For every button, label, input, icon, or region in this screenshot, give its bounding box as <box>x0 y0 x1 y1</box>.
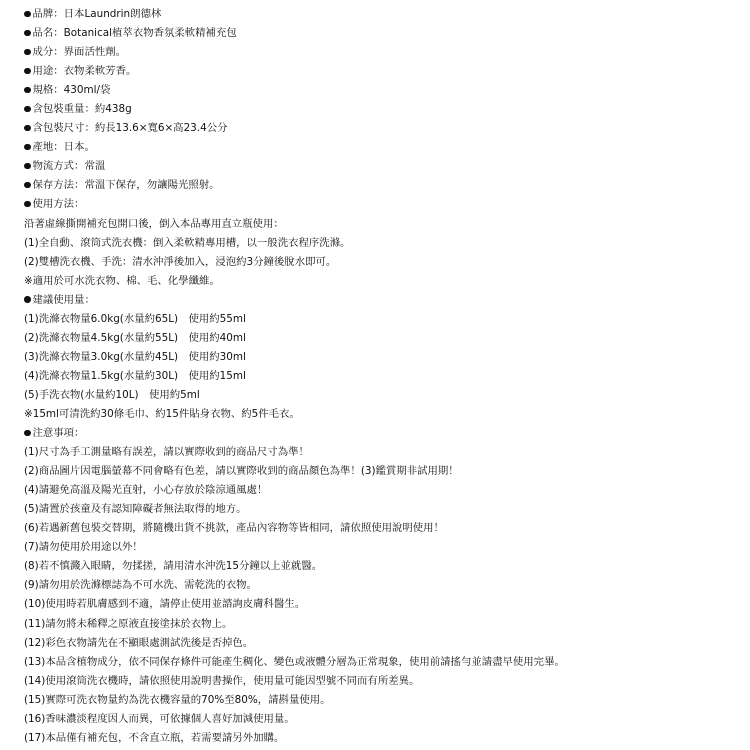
line-text: 注意事項： <box>32 427 85 440</box>
line-text: (14)使用滾筒洗衣機時，請依照使用說明書操作，使用量可能因型號不同而有所差異。 <box>24 674 420 687</box>
line-text: (1)全自動、滾筒式洗衣機：倒入柔軟精專用槽，以一般洗衣程序洗滌。 <box>24 236 351 249</box>
line-text: (5)手洗衣物(水量約10L) 使用約5ml <box>24 388 200 401</box>
bullet-dot-icon <box>24 182 31 189</box>
text-line <box>24 557 739 576</box>
text-line <box>24 481 739 500</box>
text-line <box>24 538 739 557</box>
bullet-line <box>24 291 739 310</box>
line-text: (7)請勿使用於用途以外！ <box>24 541 143 554</box>
text-line <box>24 234 739 253</box>
line-text: (16)香味濃淡程度因人而異，可依據個人喜好加減使用量。 <box>24 712 295 725</box>
line-text: 沿著虛線撕開補充包開口後，倒入本品專用直立瓶使用： <box>24 217 284 230</box>
text-line <box>24 462 739 481</box>
line-text: (4)洗滌衣物量1.5kg(水量約30L) 使用約15ml <box>24 369 246 382</box>
text-line <box>24 500 739 519</box>
bullet-line <box>24 119 739 138</box>
line-text: (2)洗滌衣物量4.5kg(水量約55L) 使用約40ml <box>24 331 246 344</box>
line-text: (1)洗滌衣物量6.0kg(水量約65L) 使用約55ml <box>24 312 246 325</box>
text-line <box>24 653 739 672</box>
line-text: (4)請避免高溫及陽光直射，小心存放於陰涼通風處！ <box>24 484 268 497</box>
text-line <box>24 634 739 653</box>
bullet-line <box>24 195 739 214</box>
line-text: (11)請勿將未稀釋之原液直接塗抹於衣物上。 <box>24 617 233 630</box>
line-text: 產地：日本。 <box>32 141 95 154</box>
line-text: (10)使用時若肌膚感到不適，請停止使用並諮詢皮膚科醫生。 <box>24 598 306 611</box>
line-text: 規格：430ml/袋 <box>32 84 111 97</box>
text-line <box>24 272 739 291</box>
bullet-line <box>24 157 739 176</box>
text-line <box>24 672 739 691</box>
line-text: 建議使用量： <box>32 293 95 306</box>
line-text: ※適用於可水洗衣物、棉、毛、化學纖維。 <box>24 274 220 287</box>
line-text: 用途：衣物柔軟芳香。 <box>32 65 137 78</box>
line-text: 成分：界面活性劑。 <box>32 46 127 59</box>
text-line <box>24 710 739 729</box>
bullet-line <box>24 424 739 443</box>
line-text: 含包裝重量：約438g <box>32 103 132 116</box>
line-text: 保存方法：常溫下保存，勿讓陽光照射。 <box>32 179 220 192</box>
line-text: 物流方式：常溫 <box>32 160 106 173</box>
text-line <box>24 729 739 748</box>
bullet-dot-icon <box>24 430 31 437</box>
line-text: (12)彩色衣物請先在不顯眼處測試洗後是否掉色。 <box>24 636 254 649</box>
bullet-dot-icon <box>24 30 31 37</box>
text-line <box>24 443 739 462</box>
line-text: (3)洗滌衣物量3.0kg(水量約45L) 使用約30ml <box>24 350 246 363</box>
bullet-dot-icon <box>24 87 31 94</box>
text-line <box>24 329 739 348</box>
line-text: (15)實際可洗衣物量約為洗衣機容量的70%至80%，請斟量使用。 <box>24 693 331 706</box>
line-text: (8)若不慎濺入眼睛，勿揉搓，請用清水沖洗15分鐘以上並就醫。 <box>24 560 323 573</box>
line-text: (2)商品圖片因電腦螢幕不同會略有色差，請以實際收到的商品顏色為準！(3)鑑賞期非試用期！ <box>24 465 459 478</box>
bullet-dot-icon <box>24 68 31 75</box>
bullet-dot-icon <box>24 296 31 303</box>
bullet-line <box>24 5 739 24</box>
bullet-line <box>24 81 739 100</box>
text-line <box>24 386 739 405</box>
line-text: (9)請勿用於洗滌標誌為不可水洗、需乾洗的衣物。 <box>24 579 257 592</box>
line-text: (1)尺寸為手工測量略有誤差，請以實際收到的商品尺寸為準！ <box>24 446 309 459</box>
text-line <box>24 615 739 634</box>
line-text: 品名：Botanical植萃衣物香氛柔軟精補充包 <box>32 27 237 40</box>
bullet-dot-icon <box>24 163 31 170</box>
product-info-document <box>24 5 739 748</box>
bullet-line <box>24 100 739 119</box>
text-line <box>24 519 739 538</box>
line-text: 品牌：日本Laundrin朗德林 <box>32 8 162 20</box>
text-line <box>24 405 739 424</box>
text-line <box>24 215 739 234</box>
bullet-line <box>24 62 739 81</box>
bullet-dot-icon <box>24 201 31 208</box>
line-text: (5)請置於孩童及有認知障礙者無法取得的地方。 <box>24 503 247 516</box>
line-text: 含包裝尺寸：約長13.6×寬6×高23.4公分 <box>32 122 228 135</box>
bullet-line <box>24 24 739 43</box>
line-text: (17)本品僅有補充包，不含直立瓶，若需要請另外加購。 <box>24 731 285 744</box>
bullet-line <box>24 176 739 195</box>
line-text: (6)若遇新舊包裝交替期，將隨機出貨不挑款，產品內容物等皆相同，請依照使用說明使用！ <box>24 522 444 535</box>
text-line <box>24 576 739 595</box>
text-line <box>24 310 739 329</box>
text-line <box>24 253 739 272</box>
line-text: (2)雙槽洗衣機、手洗：清水沖淨後加入，浸泡約3分鐘後脫水即可。 <box>24 255 337 268</box>
text-line <box>24 367 739 386</box>
line-text: 使用方法： <box>32 198 85 211</box>
text-line <box>24 348 739 367</box>
bullet-dot-icon <box>24 144 31 151</box>
line-text: (13)本品含植物成分，依不同保存條件可能產生稠化、變色或液體分層為正常現象，使用前請搖勻並請盡早使用完畢。 <box>24 655 565 668</box>
bullet-dot-icon <box>24 125 31 132</box>
text-line <box>24 691 739 710</box>
text-line <box>24 595 739 614</box>
bullet-dot-icon <box>24 11 31 18</box>
bullet-dot-icon <box>24 49 31 56</box>
bullet-dot-icon <box>24 106 31 113</box>
bullet-line <box>24 43 739 62</box>
bullet-line <box>24 138 739 157</box>
line-text: ※15ml可清洗約30條毛巾、約15件貼身衣物、約5件毛衣。 <box>24 407 300 420</box>
